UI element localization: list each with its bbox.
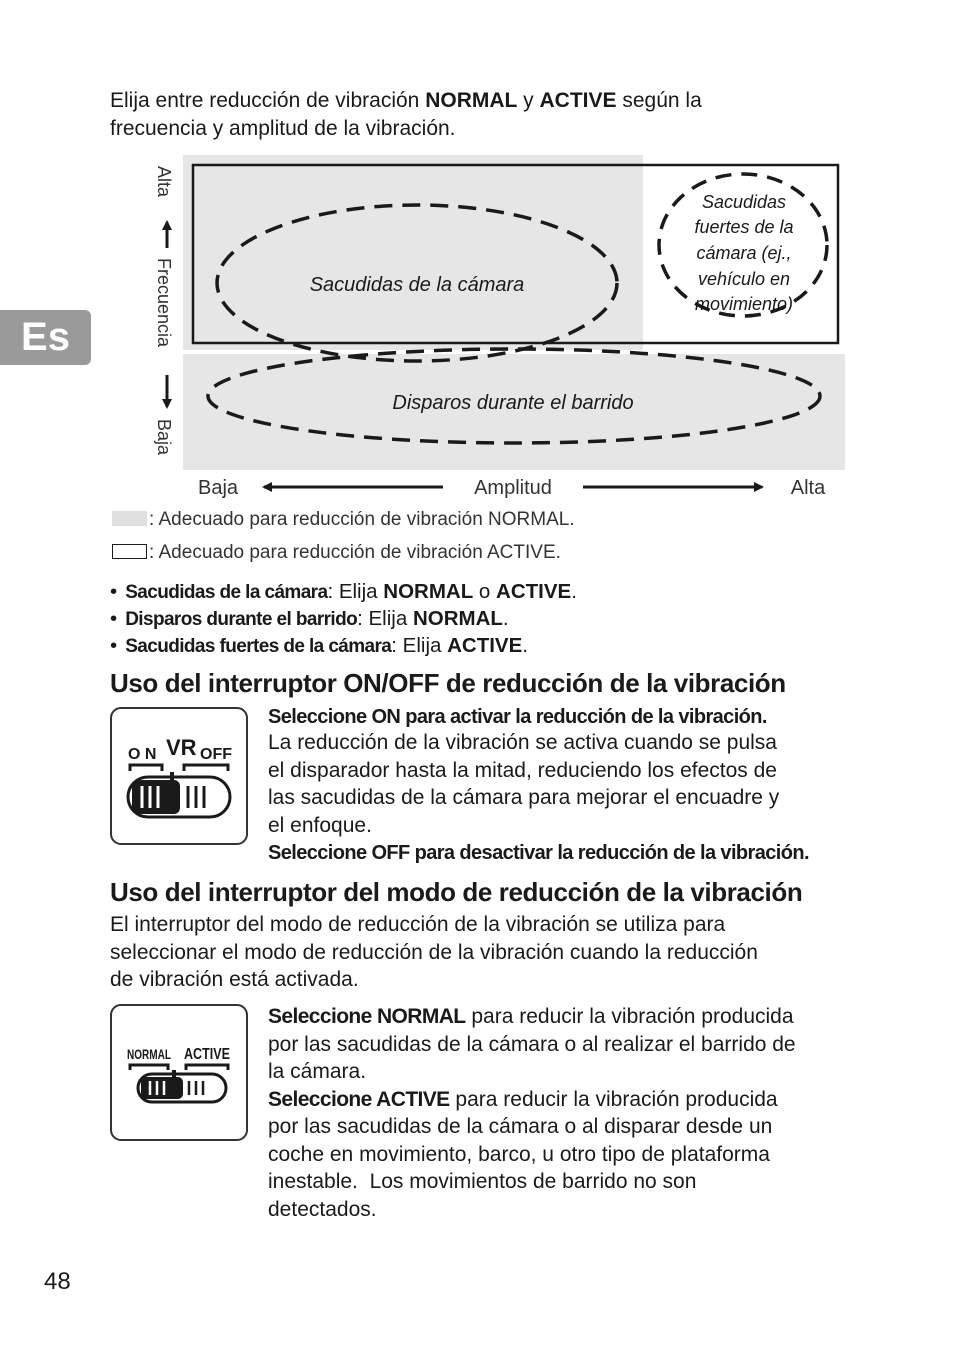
active-line: coche en movimiento, barco, u otro tipo de plataforma <box>268 1142 770 1166</box>
x-axis-label: Amplitud <box>474 477 552 499</box>
active-line: por las sacudidas de la cámara o al disparar desde un <box>268 1115 773 1138</box>
bullet-mode: NORMAL <box>383 580 474 603</box>
active-line: para reducir la vibración producida <box>449 1087 778 1111</box>
legend-active-text: : Adecuado para reducción de vibración ACTIVE. <box>149 542 561 563</box>
switch-label-normal: NORMAL <box>127 1046 172 1062</box>
off-instruction-text: Seleccione OFF para desactivar la reducción de la vibración <box>268 842 804 864</box>
legend-normal-text: : Adecuado para reducción de vibración NORMAL. <box>149 509 575 530</box>
on-line: La reducción de la vibración se activa cuando se pulsa <box>268 731 777 754</box>
list-item <box>110 605 577 632</box>
normal-label: Seleccione NORMAL <box>268 1005 466 1028</box>
legend-swatch-normal <box>112 511 147 526</box>
label-strong-shake-3: cámara (ej., <box>696 243 792 263</box>
y-axis-high: Alta <box>154 166 174 198</box>
bullet-mode-2: ACTIVE <box>496 580 572 603</box>
section-heading-onoff: Uso del interruptor ON/OFF de reducción de la vibración <box>110 668 786 698</box>
active-line: detectados. <box>268 1197 377 1221</box>
bullet-mid: o <box>473 580 497 603</box>
intro-mode-active: ACTIVE <box>539 89 617 112</box>
on-line: el enfoque. <box>268 813 372 837</box>
normal-line: para reducir la vibración producida <box>465 1005 794 1028</box>
bullet-end: . <box>571 580 577 603</box>
mode-intro-line: seleccionar el modo de reducción de la vibración cuando la reducción <box>110 940 758 964</box>
bullet-end: . <box>502 607 509 630</box>
on-line: el disparador hasta la mitad, reduciendo los efectos de <box>268 758 777 782</box>
switch-label-active: ACTIVE <box>184 1046 231 1063</box>
vr-mode-switch-illustration <box>110 1004 250 1144</box>
label-strong-shake-1: Sacudidas <box>701 192 787 212</box>
legend-normal <box>112 509 575 531</box>
on-instruction-text: Seleccione ON para activar la reducción de la vibración <box>268 706 762 728</box>
section-heading-mode: Uso del interruptor del modo de reducción de la vibración <box>110 877 803 907</box>
list-item <box>110 632 577 659</box>
mode-description <box>268 1003 868 1223</box>
intro-text-3: según la <box>616 89 702 112</box>
label-panning: Disparos durante el barrido <box>392 392 634 414</box>
bullet-label: Sacudidas fuertes de la cámara <box>125 636 392 657</box>
switch-label-on: O N <box>128 746 157 763</box>
bullet-end: . <box>522 634 528 657</box>
on-instruction: Seleccione ON para activar la reducción de la vibración. <box>268 706 767 728</box>
mode-intro <box>110 911 870 994</box>
bullet-label: Sacudidas de la cámara <box>125 582 328 603</box>
normal-line: por las sacudidas de la cámara o al realizar el barrido de <box>268 1032 796 1056</box>
x-axis-low: Baja <box>197 477 239 499</box>
language-tab: Es <box>0 310 91 365</box>
intro-text-1: Elija entre reducción de vibración <box>110 89 426 112</box>
mode-intro-line: El interruptor del modo de reducción de la vibración se utiliza para <box>110 913 726 936</box>
label-strong-shake-4: vehículo en <box>697 269 791 289</box>
page-number: 48 <box>44 1268 71 1295</box>
bullet-mode: NORMAL <box>412 607 503 630</box>
switch-label-off: OFF <box>200 746 232 763</box>
bullet-mode: ACTIVE <box>447 634 523 657</box>
bullet-text: : Elija <box>327 580 384 603</box>
y-axis-label: Frecuencia <box>154 258 174 348</box>
intro-mode-normal: NORMAL <box>425 89 518 112</box>
bullet-text: : Elija <box>391 634 448 657</box>
list-item <box>110 578 577 605</box>
normal-line: la cámara. <box>268 1060 367 1083</box>
label-strong-shake-2: fuertes de la <box>694 217 794 237</box>
label-camera-shake: Sacudidas de la cámara <box>309 274 525 296</box>
legend-swatch-active <box>112 544 147 559</box>
on-description <box>268 729 858 839</box>
bullet-label: Disparos durante el barrido <box>125 609 358 630</box>
active-label: Seleccione ACTIVE <box>268 1087 450 1111</box>
legend-active <box>112 542 561 564</box>
label-strong-shake-5: movimiento) <box>694 294 794 314</box>
bullet-text: : Elija <box>357 607 413 630</box>
vr-onoff-switch-illustration <box>110 707 250 847</box>
x-axis-high: Alta <box>790 477 826 499</box>
off-instruction: Seleccione OFF para desactivar la reducción de la vibración. <box>268 842 809 864</box>
intro-text-2: y <box>517 89 540 112</box>
active-line: inestable. Los movimientos de barrido no son <box>268 1170 697 1193</box>
normal-region-top <box>183 155 643 350</box>
vibration-diagram <box>140 150 860 505</box>
switch-knob <box>141 1077 183 1099</box>
intro-paragraph <box>110 87 870 142</box>
y-axis-low: Baja <box>154 419 174 456</box>
on-line: las sacudidas de la cámara para mejorar el encuadre y <box>268 786 780 809</box>
switch-label-vr: VR <box>166 735 197 760</box>
intro-line-2: frecuencia y amplitud de la vibración. <box>110 116 456 140</box>
mode-intro-line: de vibración está activada. <box>110 968 359 991</box>
recommendation-list <box>110 578 577 659</box>
